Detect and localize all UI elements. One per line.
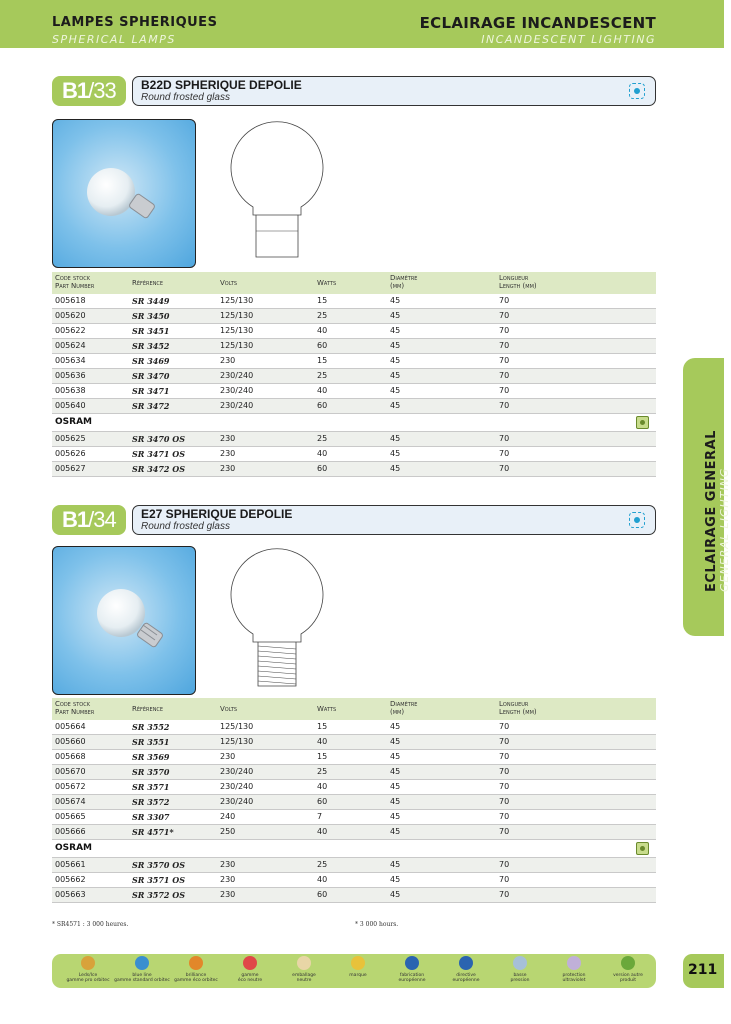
legend-item [220, 956, 280, 983]
brand-symbol-icon [636, 416, 649, 429]
table-cell: 70 [499, 767, 510, 776]
legend-icon [297, 956, 311, 970]
column-header-line: Diamètre [390, 700, 418, 708]
table-cell: 15 [317, 752, 328, 761]
table-cell: 70 [499, 782, 510, 791]
legend-label [490, 973, 550, 983]
legend-label [328, 973, 388, 978]
table-cell: 45 [390, 434, 401, 443]
table-cell: 230/240 [220, 782, 254, 791]
table-cell: 240 [220, 812, 236, 821]
table-cell: SR 3452 [132, 341, 170, 351]
legend-icon [81, 956, 95, 970]
section-code-prefix: B1 [62, 507, 89, 532]
table-cell: 230 [220, 434, 236, 443]
table-cell: 7 [317, 812, 323, 821]
table-cell: 40 [317, 449, 328, 458]
column-header-len [499, 700, 537, 716]
table-cell: 005618 [55, 296, 86, 305]
table-cell: 005660 [55, 737, 86, 746]
table-cell: 15 [317, 722, 328, 731]
table-cell: 40 [317, 827, 328, 836]
table-cell: SR 3470 OS [132, 434, 186, 444]
table-cell: 40 [317, 326, 328, 335]
table-cell: 005620 [55, 311, 86, 320]
table-cell: 45 [390, 464, 401, 473]
brand-row [52, 840, 656, 858]
table-cell: 25 [317, 434, 328, 443]
table-cell: 60 [317, 464, 328, 473]
table-cell: 005661 [55, 860, 86, 869]
table-row [52, 309, 656, 324]
table-cell: 40 [317, 737, 328, 746]
table-cell: 25 [317, 860, 328, 869]
table-cell: 70 [499, 860, 510, 869]
column-header-len [499, 274, 537, 290]
table-cell: 230/240 [220, 386, 254, 395]
table-cell: 70 [499, 311, 510, 320]
table-cell: SR 3571 OS [132, 875, 186, 885]
table-row [52, 873, 656, 888]
table-cell: 230 [220, 875, 236, 884]
column-header-watts: Watts [317, 705, 337, 713]
table-cell: 70 [499, 737, 510, 746]
table-cell: 60 [317, 341, 328, 350]
section-code-badge [52, 76, 126, 106]
table-cell: 45 [390, 875, 401, 884]
bulb-line-drawing [218, 119, 338, 269]
header-right-title: ECLAIRAGE INCANDESCENT [419, 14, 656, 32]
table-cell: 45 [390, 722, 401, 731]
table-cell: 70 [499, 722, 510, 731]
column-header-code [55, 700, 94, 716]
legend-label-line: gamme pro orbitec [66, 978, 110, 983]
table-cell: 25 [317, 767, 328, 776]
table-row [52, 384, 656, 399]
table-cell: SR 3569 [132, 752, 170, 762]
table-cell: 70 [499, 464, 510, 473]
table-cell: 005634 [55, 356, 86, 365]
table-cell: SR 3307 [132, 812, 170, 822]
table-cell: SR 3572 [132, 797, 170, 807]
table-cell: SR 3552 [132, 722, 170, 732]
legend-icon [567, 956, 581, 970]
table-cell: 45 [390, 356, 401, 365]
table-cell: 005670 [55, 767, 86, 776]
table-cell: 70 [499, 356, 510, 365]
table-cell: 005672 [55, 782, 86, 791]
table-cell: 45 [390, 827, 401, 836]
footnote-right: * 3 000 hours. [355, 921, 399, 928]
table-cell: 45 [390, 797, 401, 806]
section-subtitle: Round frosted glass [141, 92, 230, 103]
column-header-diam [390, 274, 417, 290]
table-row [52, 399, 656, 414]
table-row [52, 888, 656, 903]
table-cell: 230/240 [220, 767, 254, 776]
frosted-glass-icon [629, 512, 645, 528]
legend-icon [351, 956, 365, 970]
table-cell: 70 [499, 449, 510, 458]
table-cell: SR 3570 [132, 767, 170, 777]
legend-item [490, 956, 550, 983]
table-cell: 70 [499, 812, 510, 821]
column-header-line: Length (mm) [499, 282, 537, 290]
table-row [52, 795, 656, 810]
table-cell: 70 [499, 434, 510, 443]
table-cell: 70 [499, 296, 510, 305]
table-cell: 45 [390, 812, 401, 821]
table-cell: 70 [499, 326, 510, 335]
column-header-line: (mm) [390, 708, 405, 716]
column-header-line: Longueur [499, 274, 529, 282]
table-cell: 230 [220, 449, 236, 458]
table-cell: 70 [499, 401, 510, 410]
table-cell: 45 [390, 737, 401, 746]
table-cell: 40 [317, 782, 328, 791]
table-cell: 70 [499, 890, 510, 899]
table-cell: 125/130 [220, 722, 254, 731]
legend-label-line: produit [619, 978, 637, 983]
table-cell: 45 [390, 341, 401, 350]
legend-label-line: Leds/Ice [78, 973, 98, 978]
table-row [52, 294, 656, 309]
table-cell: 45 [390, 371, 401, 380]
section-title-bar [132, 76, 656, 106]
table-row [52, 447, 656, 462]
table-row [52, 432, 656, 447]
column-header-line: Code stock [55, 274, 90, 282]
table-cell: 230 [220, 356, 236, 365]
legend-icon [513, 956, 527, 970]
legend-label-line: européenne [398, 978, 426, 983]
table-cell: 005668 [55, 752, 86, 761]
table-cell: 005640 [55, 401, 86, 410]
legend-label-line: basse [513, 973, 527, 978]
table-cell: 005625 [55, 434, 86, 443]
table-cell: 15 [317, 356, 328, 365]
column-header-volts: Volts [220, 705, 238, 713]
legend-label [58, 973, 118, 983]
legend-label-line: gamme éco orbitec [174, 978, 218, 983]
table-cell: 005663 [55, 890, 86, 899]
header-right-subtitle: INCANDESCENT LIGHTING [481, 33, 656, 46]
table-row [52, 369, 656, 384]
legend-label-line: gamme [241, 973, 259, 978]
table-cell: 125/130 [220, 737, 254, 746]
table-cell: 230/240 [220, 371, 254, 380]
table-cell: SR 3570 OS [132, 860, 186, 870]
column-header-line: Code stock [55, 700, 90, 708]
column-header-watts: Watts [317, 279, 337, 287]
table-cell: 45 [390, 401, 401, 410]
legend-icon [135, 956, 149, 970]
legend-item [436, 956, 496, 983]
legend-label [166, 973, 226, 983]
table-cell: 70 [499, 371, 510, 380]
table-row [52, 765, 656, 780]
table-cell: 70 [499, 797, 510, 806]
legend-item [166, 956, 226, 983]
table-cell: 60 [317, 890, 328, 899]
table-cell: 230/240 [220, 401, 254, 410]
table-cell: SR 3450 [132, 311, 170, 321]
table-cell: 005624 [55, 341, 86, 350]
frosted-glass-icon [629, 83, 645, 99]
table-row [52, 735, 656, 750]
table-cell: SR 3451 [132, 326, 170, 336]
legend-label-line: marque [349, 973, 367, 978]
bulb-line-drawing [218, 546, 338, 696]
legend-icon [243, 956, 257, 970]
legend-label-line: directive [456, 973, 476, 978]
table-cell: 125/130 [220, 311, 254, 320]
column-header-ref: Référence [132, 279, 164, 287]
table-cell: 25 [317, 311, 328, 320]
column-header-line: Longueur [499, 700, 529, 708]
legend-label-line: brilliance [185, 973, 207, 978]
column-header-line: Diamètre [390, 274, 418, 282]
table-row [52, 825, 656, 840]
table-cell: SR 4571* [132, 827, 174, 837]
brand-row [52, 414, 656, 432]
product-photo [52, 119, 196, 268]
section-title: E27 SPHERIQUE DEPOLIE [141, 507, 293, 521]
column-header-diam [390, 700, 417, 716]
table-cell: 005664 [55, 722, 86, 731]
legend-label-line: éco neutre [237, 978, 263, 983]
legend-item [382, 956, 442, 983]
table-cell: SR 3472 [132, 401, 170, 411]
table-cell: 005627 [55, 464, 86, 473]
section-code-badge [52, 505, 126, 535]
column-header-code [55, 274, 94, 290]
legend-label [112, 973, 172, 983]
table-cell: SR 3470 [132, 371, 170, 381]
section-title: B22D SPHERIQUE DEPOLIE [141, 78, 302, 92]
bulb-photo-icon [53, 547, 194, 693]
table-cell: 25 [317, 371, 328, 380]
header-left-title: LAMPES SPHERIQUES [52, 15, 218, 30]
legend-label-line: gamme standard orbitec [114, 978, 170, 983]
table-cell: 45 [390, 890, 401, 899]
legend-label-line: protection [562, 973, 586, 978]
legend-label-line: ultraviolet [562, 978, 586, 983]
table-cell: 15 [317, 296, 328, 305]
table-row [52, 750, 656, 765]
table-cell: 45 [390, 860, 401, 869]
table-cell: 60 [317, 401, 328, 410]
legend-item [598, 956, 658, 983]
table-cell: 70 [499, 341, 510, 350]
legend-label-line: emballage [292, 973, 316, 978]
legend-label-line: neutre [296, 978, 312, 983]
brand-symbol-icon [636, 842, 649, 855]
table-cell: 250 [220, 827, 236, 836]
table-cell: SR 3472 OS [132, 464, 186, 474]
legend-label-line: européenne [452, 978, 480, 983]
legend-label [598, 973, 658, 983]
table-cell: 70 [499, 386, 510, 395]
table-row [52, 858, 656, 873]
table-row [52, 462, 656, 477]
table-cell: 005674 [55, 797, 86, 806]
legend-bar [52, 954, 656, 988]
section-code-suffix: /33 [88, 78, 116, 103]
table-cell: 45 [390, 386, 401, 395]
legend-label [544, 973, 604, 983]
column-header-line: Length (mm) [499, 708, 537, 716]
legend-label-line: pression [510, 978, 530, 983]
legend-label [436, 973, 496, 983]
table-row [52, 339, 656, 354]
legend-label-line: fabrication [399, 973, 425, 978]
table-cell: SR 3469 [132, 356, 170, 366]
table-cell: 230 [220, 464, 236, 473]
legend-item [58, 956, 118, 983]
legend-label-line: blue line [132, 973, 152, 978]
table-cell: 45 [390, 767, 401, 776]
table-cell: SR 3449 [132, 296, 170, 306]
table-cell: 005666 [55, 827, 86, 836]
table-cell: 230 [220, 860, 236, 869]
column-header-line: Part Number [55, 708, 95, 716]
legend-item [274, 956, 334, 983]
table-cell: 45 [390, 752, 401, 761]
table-cell: 70 [499, 875, 510, 884]
table-cell: 45 [390, 782, 401, 791]
page-number: 211 [688, 962, 718, 978]
legend-icon [459, 956, 473, 970]
legend-label [382, 973, 442, 983]
table-cell: 005622 [55, 326, 86, 335]
table-cell: 40 [317, 875, 328, 884]
legend-label [220, 973, 280, 983]
column-header-volts: Volts [220, 279, 238, 287]
table-cell: 40 [317, 386, 328, 395]
table-row [52, 810, 656, 825]
column-header-line: (mm) [390, 282, 405, 290]
side-tab-title: ECLAIRAGE GENERAL [704, 430, 719, 592]
table-cell: 125/130 [220, 341, 254, 350]
table-cell: 005638 [55, 386, 86, 395]
section-subtitle: Round frosted glass [141, 521, 230, 532]
table-cell: 125/130 [220, 296, 254, 305]
table-cell: 005636 [55, 371, 86, 380]
table-row [52, 780, 656, 795]
legend-item [544, 956, 604, 983]
product-photo [52, 546, 196, 695]
table-cell: 230 [220, 752, 236, 761]
side-tab-subtitle: GENERAL LIGHTING [718, 467, 731, 592]
table-row [52, 720, 656, 735]
table-cell: 70 [499, 827, 510, 836]
legend-item [112, 956, 172, 983]
table-cell: 45 [390, 449, 401, 458]
table-cell: 60 [317, 797, 328, 806]
table-cell: 005662 [55, 875, 86, 884]
legend-icon [189, 956, 203, 970]
table-cell: 45 [390, 326, 401, 335]
footnote-left: * SR4571 : 3 000 heures. [52, 921, 129, 928]
legend-icon [405, 956, 419, 970]
table-cell: 230/240 [220, 797, 254, 806]
legend-label-line: version autre [613, 973, 643, 978]
table-row [52, 354, 656, 369]
table-cell: 005626 [55, 449, 86, 458]
table-cell: 70 [499, 752, 510, 761]
section-title-bar [132, 505, 656, 535]
table-cell: SR 3571 [132, 782, 170, 792]
table-header [52, 698, 656, 720]
table-row [52, 324, 656, 339]
section-code-suffix: /34 [88, 507, 116, 532]
table-cell: 125/130 [220, 326, 254, 335]
table-cell: 005665 [55, 812, 86, 821]
table-cell: 45 [390, 296, 401, 305]
legend-icon [621, 956, 635, 970]
table-cell: 230 [220, 890, 236, 899]
table-cell: SR 3551 [132, 737, 170, 747]
header-left-subtitle: SPHERICAL LAMPS [52, 33, 176, 46]
brand-name: OSRAM [55, 843, 92, 853]
table-cell: SR 3471 [132, 386, 170, 396]
table-header [52, 272, 656, 294]
table-cell: SR 3572 OS [132, 890, 186, 900]
section-code-prefix: B1 [62, 78, 89, 103]
legend-label [274, 973, 334, 983]
legend-item [328, 956, 388, 978]
column-header-line: Part Number [55, 282, 95, 290]
table-cell: SR 3471 OS [132, 449, 186, 459]
column-header-ref: Référence [132, 705, 164, 713]
table-cell: 45 [390, 311, 401, 320]
bulb-photo-icon [53, 120, 194, 266]
brand-name: OSRAM [55, 417, 92, 427]
